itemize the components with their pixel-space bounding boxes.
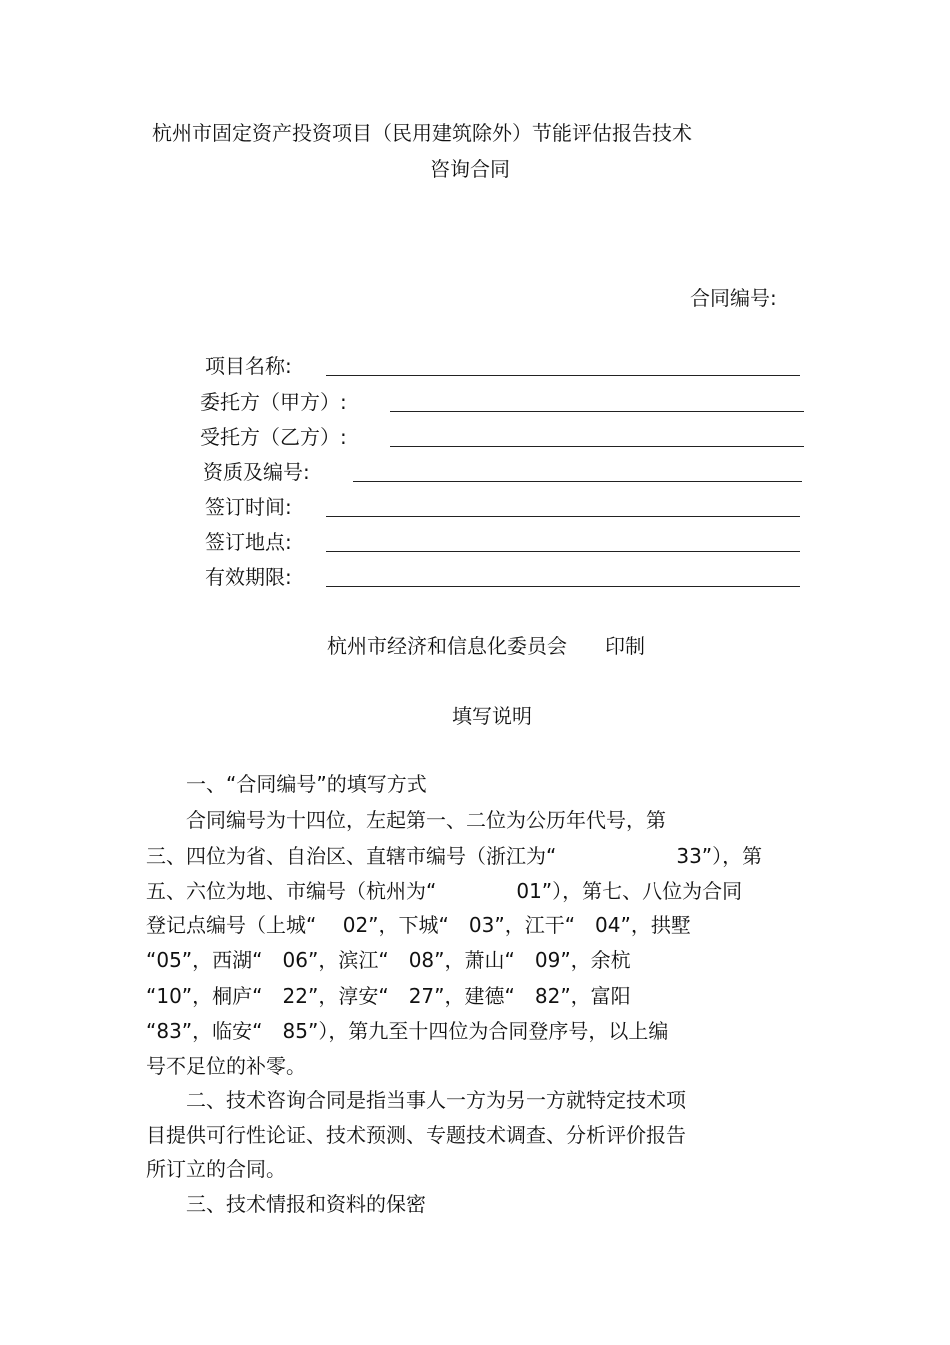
- field-line-sign-time[interactable]: [326, 516, 800, 517]
- field-line-qualification[interactable]: [353, 481, 802, 482]
- field-label-qualification: 资质及编号:: [203, 460, 310, 484]
- field-label-sign-time: 签订时间:: [205, 495, 292, 519]
- field-line-project-name[interactable]: [326, 375, 800, 376]
- field-line-contractor[interactable]: [390, 446, 804, 447]
- instruction-line: 所订立的合同。: [146, 1157, 286, 1181]
- field-label-validity: 有效期限:: [205, 565, 292, 589]
- document-title-line-2: 咨询合同: [430, 157, 510, 181]
- instruction-line: 一、“合同编号”的填写方式: [146, 772, 427, 796]
- instruction-line: 三、四位为省、自治区、直辖市编号（浙江为“ 33”），第: [146, 844, 763, 868]
- instruction-line: “10”，桐庐“ 22”，淳安“ 27”，建德“ 82”，富阳: [146, 984, 631, 1008]
- instruction-line: 三、技术情报和资料的保密: [146, 1192, 426, 1216]
- publisher-name: 杭州市经济和信息化委员会: [327, 634, 567, 658]
- field-line-sign-place[interactable]: [326, 551, 800, 552]
- field-line-client[interactable]: [390, 411, 804, 412]
- instruction-line: 目提供可行性论证、技术预测、专题技术调查、分析评价报告: [146, 1123, 686, 1147]
- instruction-line: 登记点编号（上城“ 02”，下城“ 03”，江干“ 04”，拱墅: [146, 913, 691, 937]
- field-label-client: 委托方（甲方）:: [200, 390, 347, 414]
- contract-number-label: 合同编号:: [690, 286, 777, 310]
- publisher-line: [327, 634, 645, 658]
- instruction-line: 合同编号为十四位，左起第一、二位为公历年代号，第: [146, 808, 666, 832]
- field-line-validity[interactable]: [326, 586, 800, 587]
- instruction-line: 五、六位为地、市编号（杭州为“ 01”），第七、八位为合同: [146, 879, 743, 903]
- instructions-title: 填写说明: [452, 704, 532, 728]
- instruction-line: “05”，西湖“ 06”，滨江“ 08”，萧山“ 09”，余杭: [146, 948, 631, 972]
- field-label-sign-place: 签订地点:: [205, 530, 292, 554]
- field-label-contractor: 受托方（乙方）:: [200, 425, 347, 449]
- field-label-project-name: 项目名称:: [205, 354, 292, 378]
- publisher-action: 印制: [605, 634, 645, 658]
- instruction-line: 二、技术咨询合同是指当事人一方为另一方就特定技术项: [146, 1088, 686, 1112]
- instruction-line: 号不足位的补零。: [146, 1054, 306, 1078]
- instruction-line: “83”，临安“ 85”），第九至十四位为合同登序号，以上编: [146, 1019, 669, 1043]
- document-title-line-1: 杭州市固定资产投资项目（民用建筑除外）节能评估报告技术: [152, 121, 692, 145]
